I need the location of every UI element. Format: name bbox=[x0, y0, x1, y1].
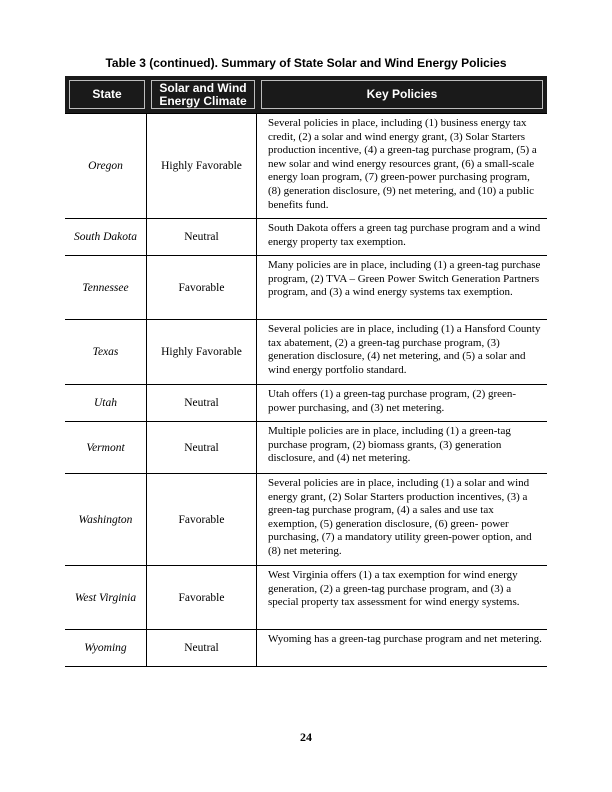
policies-cell: Multiple policies are in place, including (1) a green-tag purchase program, (2) biomass grants, (3) generation disclosure, and (4) net metering. bbox=[268, 425, 511, 465]
state-cell: South Dakota bbox=[65, 219, 147, 255]
policies-cell: South Dakota offers a green tag purchase program and a wind energy property tax exemption. bbox=[268, 222, 541, 248]
header-state: State bbox=[69, 80, 145, 109]
table-row bbox=[65, 566, 547, 630]
state-cell: Texas bbox=[65, 320, 147, 384]
policy-table bbox=[65, 76, 547, 667]
state-cell: Wyoming bbox=[65, 630, 147, 666]
header-climate: Solar and Wind Energy Climate bbox=[151, 80, 255, 109]
policies-cell: Many policies are in place, including (1) a green-tag purchase program, (2) TVA – Green Power Switch Generation Partners program, and (3) a wind energy systems tax exemption. bbox=[268, 259, 541, 299]
page-number: 24 bbox=[300, 730, 312, 744]
climate-cell: Neutral bbox=[147, 219, 257, 255]
table-header bbox=[65, 76, 547, 114]
policies-cell: Several policies are in place, including (1) a Hansford County tax abatement, (2) a green-tag purchase program, (3) generation disclosure, (4) net metering, and (5) a solar and wind energy portfolio standard. bbox=[268, 323, 541, 376]
policies-cell: West Virginia offers (1) a tax exemption for wind energy generation, (2) a green-tag purchase program, and (3) a special property tax assessment for wind energy systems. bbox=[268, 569, 520, 609]
climate-cell: Neutral bbox=[147, 630, 257, 666]
state-cell: Oregon bbox=[65, 114, 147, 218]
policies-cell: Several policies in place, including (1) business energy tax credit, (2) a solar and wind energy grant, (3) Solar Starters production incentive, (4) a green-tag purchase program, (5) a new solar and wind energy resources grant, (6) a small-scale energy loan program, (7) green-power purchasing program, (8) generation disclosure, (9) net metering, and (10) a public benefits fund. bbox=[268, 117, 537, 211]
climate-cell: Highly Favorable bbox=[147, 320, 257, 384]
policies-cell: Wyoming has a green-tag purchase program and net metering. bbox=[268, 633, 542, 645]
state-cell: West Virginia bbox=[65, 566, 147, 629]
table-row bbox=[65, 422, 547, 474]
header-policies: Key Policies bbox=[261, 80, 543, 109]
climate-cell: Favorable bbox=[147, 474, 257, 565]
table-row bbox=[65, 474, 547, 566]
table-row bbox=[65, 385, 547, 422]
climate-cell: Highly Favorable bbox=[147, 114, 257, 218]
policies-cell: Utah offers (1) a green-tag purchase program, (2) green-power purchasing, and (3) net metering. bbox=[268, 388, 517, 414]
table-row bbox=[65, 219, 547, 256]
table-row bbox=[65, 114, 547, 219]
state-cell: Washington bbox=[65, 474, 147, 565]
table-row bbox=[65, 256, 547, 320]
table-title: Table 3 (continued). Summary of State Solar and Wind Energy Policies bbox=[105, 56, 507, 70]
table-row bbox=[65, 320, 547, 385]
table-row bbox=[65, 630, 547, 667]
policies-cell: Several policies are in place, including (1) a solar and wind energy grant, (2) Solar Starters production incentives, (3) a green-tag purchase program, (4) a sales and use tax exemption, (5) generation disclosure, (6) green- power purchasing, (7) a mandatory utility green-power option, and (8) net metering. bbox=[268, 477, 532, 557]
climate-cell: Favorable bbox=[147, 566, 257, 629]
climate-cell: Neutral bbox=[147, 385, 257, 421]
state-cell: Vermont bbox=[65, 422, 147, 473]
climate-cell: Favorable bbox=[147, 256, 257, 319]
state-cell: Tennessee bbox=[65, 256, 147, 319]
climate-cell: Neutral bbox=[147, 422, 257, 473]
state-cell: Utah bbox=[65, 385, 147, 421]
